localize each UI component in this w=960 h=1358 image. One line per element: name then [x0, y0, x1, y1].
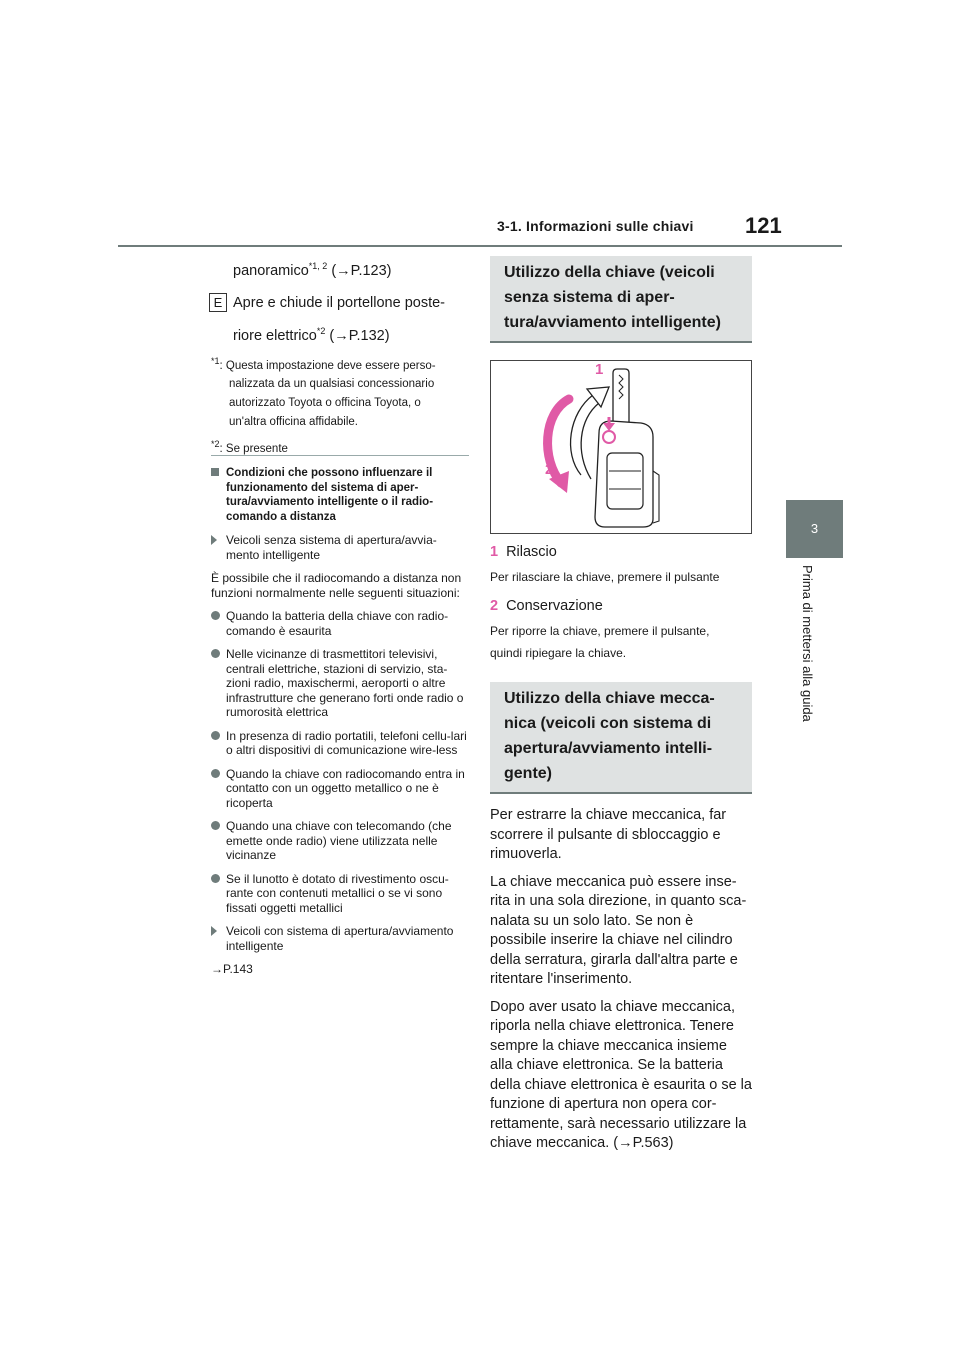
- continued-line: panoramico$^{*1, 2}$ (→P.123): [233, 261, 392, 279]
- section-title: 3-1. Informazioni sulle chiavi: [497, 218, 694, 234]
- dot-bullet-icon: [211, 649, 220, 658]
- paragraph-2: La chiave meccanica può essere inse-rita in una sola direzione, in quanto sca-nalata su un solo lato. Se non è possibile inserire la chiave nel cilindro della serratura, girarla dall'altra parte e ritentare l'inserimento.: [490, 873, 747, 987]
- figure-label-2: 2: [545, 461, 554, 478]
- key-illustration: [491, 361, 751, 533]
- item-e-cont: riore elettrico$^{*2}$ (→P.132): [233, 325, 390, 344]
- key-figure: [490, 360, 752, 534]
- dot-bullet-icon: [211, 769, 220, 778]
- figure-label-1: 1: [595, 361, 604, 378]
- ref-link-123[interactable]: (→P.123): [331, 262, 392, 279]
- dot-bullet-icon: [211, 611, 220, 620]
- sub-heading-2: Veicoli con sistema di apertura/avviamento intelligente: [211, 924, 469, 953]
- ref-link-132[interactable]: (→P.132): [329, 327, 390, 344]
- caption-storage-note-1: Per riporre la chiave, premere il pulsante,: [490, 624, 710, 638]
- list-item: Quando la batteria della chiave con radio-comando è esaurita: [211, 609, 469, 638]
- conditions-block: [211, 455, 469, 986]
- intro-text: È possibile che il radiocomando a distanza non funzioni normalmente nelle seguenti situazioni:: [211, 571, 462, 600]
- release-button-icon: [603, 431, 615, 443]
- list-item: Nelle vicinanze di trasmettitori televisivi, centrali elettriche, stazioni di servizio, sta-zioni radio, maxischermi, aeroporti o altre infrastrutture che generano forti onde radio o rumorosità elettrica: [211, 647, 469, 720]
- list-item: Quando una chiave con telecomando (che emette onde radio) viene utilizzata nelle vicinanze: [211, 819, 469, 863]
- conditions-heading: Condizioni che possono influenzare il funzionamento del sistema di aper-tura/avviamento intelligente o il radio-comando a distanza: [211, 466, 469, 524]
- footnote-1: $^{*1}$: Questa impostazione deve essere perso- nalizzata da un qualsiasi concessionario autorizzato Toyota o officina Toyota, o un'altra officina affidabile. $^{*2}$: Se presente: [211, 355, 436, 456]
- paragraph-3: Dopo aver usato la chiave meccanica, riporla nella chiave elettronica. Tenere sempre la chiave meccanica insieme alla chiave elettronica. Se la batteria della chiave elettronica è esaurita o se la funzione di apertura non opera cor-rettamente, sarà necessario utilizzare la chiave meccanica. (→P.563): [490, 998, 752, 1151]
- section-heading-1: Utilizzo della chiave (veicoli senza sistema di aper-tura/avviamento intelligente): [490, 256, 752, 343]
- section-heading-2: Utilizzo della chiave mecca-nica (veicoli con sistema di apertura/avviamento intelli-gente): [490, 682, 752, 794]
- list-item: Se il lunotto è dotato di rivestimento oscu-rante con contenuti metallici o se vi sono fissati oggetti metallici: [211, 872, 469, 916]
- chapter-label: Prima di mettersi alla guida: [800, 565, 815, 722]
- triangle-bullet-icon: [211, 535, 217, 545]
- paragraph-1: Per estrarre la chiave meccanica, far scorrere il pulsante di sbloccaggio e rimuoverla.: [490, 807, 727, 862]
- triangle-bullet-icon: [211, 926, 217, 936]
- dot-bullet-icon: [211, 821, 220, 830]
- square-bullet-icon: [211, 468, 219, 476]
- ref-link-143[interactable]: →P.143: [211, 962, 253, 976]
- left-column: [211, 256, 469, 459]
- chapter-tab[interactable]: 3: [786, 500, 843, 558]
- right-column: [490, 256, 752, 1162]
- dot-bullet-icon: [211, 874, 220, 883]
- item-e: E Apre e chiude il portellone poste-: [233, 293, 469, 313]
- dot-bullet-icon: [211, 731, 220, 740]
- list-item: In presenza di radio portatili, telefoni cellu-lari o altri dispositivi di comunicazione wire-less: [211, 729, 469, 758]
- caption-release-note: Per rilasciare la chiave, premere il pulsante: [490, 570, 720, 584]
- caption-release: 1 Rilascio: [490, 544, 557, 560]
- sub-heading-1: Veicoli senza sistema di apertura/avvia-mento intelligente: [211, 533, 469, 562]
- item-e-badge: E: [209, 293, 227, 312]
- caption-storage: 2 Conservazione: [490, 598, 603, 614]
- button-panel-icon: [607, 453, 643, 509]
- header-rule: [118, 245, 842, 247]
- list-item: Quando la chiave con radiocomando entra in contatto con un oggetto metallico o ne è ricoperta: [211, 767, 469, 811]
- page-number: 121: [745, 213, 782, 238]
- caption-storage-note-2: quindi ripiegare la chiave.: [490, 646, 627, 660]
